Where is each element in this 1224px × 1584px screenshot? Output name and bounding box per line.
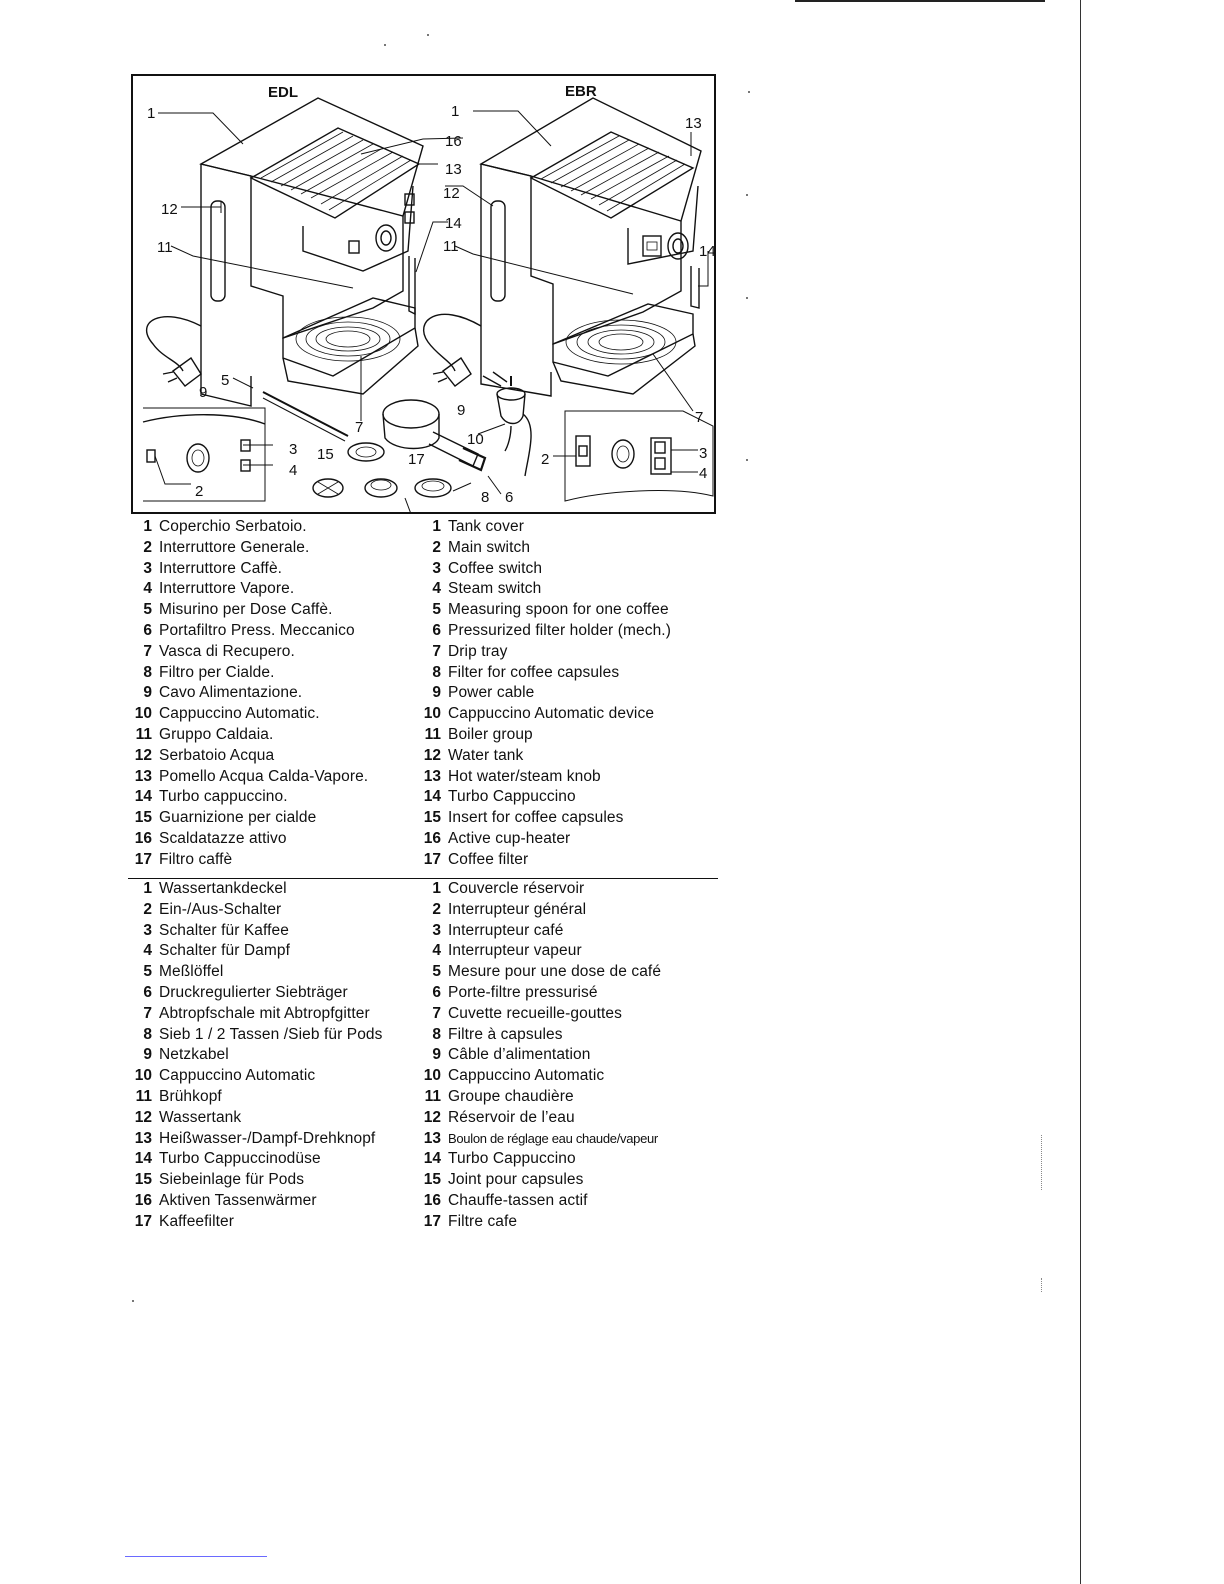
item-label: Druckregulierter Siebträger xyxy=(159,983,348,1001)
scan-speck xyxy=(746,297,748,299)
item-label: Netzkabel xyxy=(159,1046,229,1064)
callout-leaders xyxy=(155,111,708,514)
item-label: Filtre à capsules xyxy=(448,1025,563,1043)
legend-item xyxy=(128,879,420,900)
legend-item xyxy=(128,1004,420,1025)
legend-item xyxy=(417,1191,737,1212)
item-label: Filtro caffè xyxy=(159,850,233,868)
item-label: Portafiltro Press. Meccanico xyxy=(159,621,355,639)
legend-item xyxy=(128,559,420,580)
item-number: 6 xyxy=(143,621,152,639)
item-number: 7 xyxy=(143,642,152,660)
item-number: 9 xyxy=(143,1046,152,1064)
item-number: 2 xyxy=(432,900,441,918)
callout-ebr-12: 12 xyxy=(443,185,460,202)
legend-item xyxy=(417,900,737,921)
item-label: Câble d’alimentation xyxy=(448,1046,591,1064)
callout-6: 6 xyxy=(505,489,514,506)
legend-item xyxy=(417,1108,737,1129)
item-number: 2 xyxy=(143,900,152,918)
legend-item xyxy=(417,1087,737,1108)
legend-item xyxy=(417,1004,737,1025)
legend-item xyxy=(128,767,420,788)
item-label: Mesure pour une dose de café xyxy=(448,963,662,981)
item-number: 4 xyxy=(143,580,152,598)
legend-item xyxy=(128,829,420,850)
ebr-machine xyxy=(424,98,701,396)
item-label: Steam switch xyxy=(448,580,542,598)
item-label: Kaffeefilter xyxy=(159,1212,235,1230)
item-number: 13 xyxy=(134,767,152,785)
machine-illustration xyxy=(133,76,716,514)
item-number: 11 xyxy=(424,725,441,743)
legend-german xyxy=(128,879,420,1233)
legend-item xyxy=(417,1066,737,1087)
legend-item xyxy=(128,1045,420,1066)
item-label: Siebeinlage für Pods xyxy=(159,1171,305,1189)
legend-item xyxy=(128,1066,420,1087)
item-number: 4 xyxy=(143,942,152,960)
scan-speck xyxy=(132,1300,134,1302)
item-number: 2 xyxy=(432,538,441,556)
page-margin-line xyxy=(1080,0,1081,1584)
item-label: Water tank xyxy=(448,746,524,764)
item-label: Drip tray xyxy=(448,642,508,660)
item-label: Chauffe-tassen actif xyxy=(448,1191,588,1209)
item-number: 3 xyxy=(143,921,152,939)
item-label: Cavo Alimentazione. xyxy=(159,684,303,702)
item-number: 7 xyxy=(432,1004,441,1022)
edl-machine xyxy=(147,98,423,406)
legend-item xyxy=(128,962,420,983)
item-number: 8 xyxy=(143,1025,152,1043)
item-label: Wassertankdeckel xyxy=(159,880,287,897)
legend-item xyxy=(128,704,420,725)
item-number: 14 xyxy=(134,788,152,806)
scan-speck xyxy=(748,91,750,93)
item-label: Pomello Acqua Calda-Vapore. xyxy=(159,767,369,785)
item-label: Scaldatazze attivo xyxy=(159,829,287,847)
item-label: Ein-/Aus-Schalter xyxy=(159,900,282,918)
legend-item xyxy=(417,559,737,580)
item-label: Brühkopf xyxy=(159,1087,222,1105)
callout-edl-14: 14 xyxy=(445,215,462,232)
item-number: 3 xyxy=(432,559,441,577)
callout-ebr-3: 3 xyxy=(699,445,708,462)
item-label: Power cable xyxy=(448,684,535,702)
item-label: Cappuccino Automatic device xyxy=(448,705,655,723)
item-number: 17 xyxy=(134,850,152,868)
legend-item xyxy=(128,1108,420,1129)
item-label: Active cup-heater xyxy=(448,829,571,847)
item-label: Guarnizione per cialde xyxy=(159,809,317,827)
model-label-ebr: EBR xyxy=(565,83,597,100)
legend-item xyxy=(128,941,420,962)
item-label: Boulon de réglage eau chaude/vapeur xyxy=(448,1130,658,1146)
legend-item xyxy=(128,808,420,829)
item-number: 8 xyxy=(143,663,152,681)
item-label: Turbo Cappuccino xyxy=(448,788,576,806)
legend-item xyxy=(417,1170,737,1191)
item-number: 15 xyxy=(423,1171,441,1189)
item-label: Interrupteur vapeur xyxy=(448,942,582,960)
item-number: 12 xyxy=(134,1108,152,1126)
callout-ebr-4: 4 xyxy=(699,465,708,482)
legend-item xyxy=(128,850,420,871)
item-label: Schalter für Dampf xyxy=(159,942,291,960)
callout-ebr-2: 2 xyxy=(541,451,550,468)
item-number: 5 xyxy=(143,963,152,981)
item-number: 8 xyxy=(432,663,441,681)
legend-item xyxy=(128,538,420,559)
item-number: 11 xyxy=(135,725,152,743)
legend-item xyxy=(417,725,737,746)
legend-item xyxy=(128,1212,420,1233)
legend-item xyxy=(417,983,737,1004)
item-label: Measuring spoon for one coffee xyxy=(448,601,669,619)
legend-item xyxy=(417,850,737,871)
item-label: Abtropfschale mit Abtropfgitter xyxy=(159,1004,370,1022)
item-label: Coffee switch xyxy=(448,559,543,577)
legend-item xyxy=(417,663,737,684)
callout-edl-12: 12 xyxy=(161,201,178,218)
item-number: 12 xyxy=(423,1108,441,1126)
legend-item xyxy=(128,1025,420,1046)
item-label: Filtre cafe xyxy=(448,1212,518,1230)
item-number: 14 xyxy=(423,1150,441,1168)
item-number: 11 xyxy=(135,1087,152,1105)
callout-edl-16: 16 xyxy=(445,133,462,150)
item-number: 3 xyxy=(143,559,152,577)
item-number: 9 xyxy=(143,684,152,702)
item-label: Wassertank xyxy=(159,1108,242,1126)
legend-item xyxy=(128,621,420,642)
item-number: 13 xyxy=(423,767,441,785)
item-number: 1 xyxy=(432,518,441,535)
item-label: Turbo cappuccino. xyxy=(159,788,288,806)
item-number: 14 xyxy=(134,1150,152,1168)
legend-item xyxy=(128,642,420,663)
item-number: 16 xyxy=(134,1191,152,1209)
legend-item xyxy=(417,767,737,788)
legend-item xyxy=(417,1212,737,1233)
legend-french xyxy=(417,879,737,1233)
legend-german-french xyxy=(128,878,718,1230)
scan-speck xyxy=(384,44,386,46)
callout-10: 10 xyxy=(467,431,484,448)
item-number: 6 xyxy=(143,983,152,1001)
scan-speck xyxy=(746,194,748,196)
legend-item xyxy=(417,517,737,538)
legend-item xyxy=(128,1170,420,1191)
callout-edl-17: 17 xyxy=(408,451,425,468)
item-label: Cappuccino Automatic. xyxy=(159,705,320,723)
item-number: 6 xyxy=(432,983,441,1001)
legend-english xyxy=(417,517,737,871)
callout-ebr-7: 7 xyxy=(695,409,704,426)
item-number: 2 xyxy=(143,538,152,556)
legend-item xyxy=(417,683,737,704)
model-label-edl: EDL xyxy=(268,84,298,101)
callout-ebr-1: 1 xyxy=(451,103,460,120)
item-number: 9 xyxy=(432,1046,441,1064)
item-number: 10 xyxy=(423,705,441,723)
item-label: Insert for coffee capsules xyxy=(448,809,624,827)
legend-item xyxy=(417,787,737,808)
legend-item xyxy=(128,1149,420,1170)
item-number: 10 xyxy=(423,1067,441,1085)
item-number: 5 xyxy=(432,601,441,619)
legend-item xyxy=(417,829,737,850)
item-label: Interruttore Caffè. xyxy=(159,559,283,577)
item-number: 10 xyxy=(134,1067,152,1085)
item-label: Tank cover xyxy=(448,518,524,535)
legend-item xyxy=(128,746,420,767)
item-label: Filter for coffee capsules xyxy=(448,663,620,681)
callout-edl-11: 11 xyxy=(157,239,173,256)
item-number: 5 xyxy=(432,963,441,981)
legend-item xyxy=(417,941,737,962)
page-rule-bottom xyxy=(125,1556,267,1557)
item-number: 16 xyxy=(423,829,441,847)
legend-item xyxy=(417,538,737,559)
legend-item xyxy=(417,1149,737,1170)
item-label: Aktiven Tassenwärmer xyxy=(159,1191,317,1209)
legend-italian xyxy=(128,517,420,871)
legend-item xyxy=(417,746,737,767)
item-number: 13 xyxy=(134,1129,152,1147)
item-label: Interruttore Vapore. xyxy=(159,580,295,598)
item-label: Cuvette recueille-gouttes xyxy=(448,1004,622,1022)
item-number: 9 xyxy=(432,684,441,702)
callout-edl-4: 4 xyxy=(289,462,298,479)
item-label: Serbatoio Acqua xyxy=(159,746,275,764)
item-number: 14 xyxy=(423,788,441,806)
item-label: Boiler group xyxy=(448,725,533,743)
callout-edl-15: 15 xyxy=(317,446,334,463)
page-rule-top xyxy=(795,0,1045,2)
legend-item xyxy=(128,517,420,538)
legend-item xyxy=(417,962,737,983)
scan-speck xyxy=(427,34,429,36)
legend-item xyxy=(417,621,737,642)
item-number: 17 xyxy=(134,1212,152,1230)
item-number: 13 xyxy=(423,1129,441,1147)
legend-item xyxy=(417,808,737,829)
item-number: 1 xyxy=(143,518,152,535)
item-label: Main switch xyxy=(448,538,531,556)
item-label: Porte-filtre pressurisé xyxy=(448,983,598,1001)
item-number: 15 xyxy=(423,809,441,827)
legend-item xyxy=(128,600,420,621)
parts-diagram xyxy=(131,74,716,514)
legend-item xyxy=(417,879,737,900)
item-number: 8 xyxy=(432,1025,441,1043)
callout-edl-2: 2 xyxy=(195,483,204,500)
item-number: 15 xyxy=(134,809,152,827)
item-label: Réservoir de l’eau xyxy=(448,1108,575,1126)
callout-ebr-13: 13 xyxy=(685,115,702,132)
legend-item xyxy=(128,921,420,942)
legend-item xyxy=(128,725,420,746)
legend-item xyxy=(128,663,420,684)
item-number: 4 xyxy=(432,580,441,598)
callout-edl-5: 5 xyxy=(221,372,230,389)
callout-edl-7: 7 xyxy=(355,419,364,436)
item-label: Joint pour capsules xyxy=(448,1171,584,1189)
item-number: 7 xyxy=(432,642,441,660)
item-number: 1 xyxy=(143,880,152,897)
item-number: 6 xyxy=(432,621,441,639)
legend-item xyxy=(417,1129,737,1150)
legend-item xyxy=(128,683,420,704)
item-label: Meßlöffel xyxy=(159,963,224,981)
item-label: Coffee filter xyxy=(448,850,529,868)
item-number: 10 xyxy=(134,705,152,723)
item-number: 3 xyxy=(432,921,441,939)
item-label: Sieb 1 / 2 Tassen /Sieb für Pods xyxy=(159,1025,383,1043)
item-number: 1 xyxy=(432,880,441,897)
item-number: 15 xyxy=(134,1171,152,1189)
item-number: 4 xyxy=(432,942,441,960)
callout-edl-13: 13 xyxy=(445,161,462,178)
legend-item xyxy=(128,1191,420,1212)
legend-item xyxy=(417,579,737,600)
legend-item xyxy=(128,900,420,921)
margin-ticks xyxy=(1041,1135,1043,1190)
item-number: 17 xyxy=(423,850,441,868)
item-label: Interrupteur café xyxy=(448,921,564,939)
legend-item xyxy=(417,600,737,621)
legend-item xyxy=(128,1087,420,1108)
item-label: Heißwasser-/Dampf-Drehknopf xyxy=(159,1129,376,1147)
item-number: 16 xyxy=(134,829,152,847)
callout-8: 8 xyxy=(481,489,490,506)
item-label: Hot water/steam knob xyxy=(448,767,601,785)
legend-item xyxy=(128,787,420,808)
cappuccino-automatic-device xyxy=(483,372,531,476)
legend-item xyxy=(128,1129,420,1150)
item-label: Gruppo Caldaia. xyxy=(159,725,274,743)
callout-ebr-9: 9 xyxy=(457,402,466,419)
item-number: 5 xyxy=(143,601,152,619)
item-label: Vasca di Recupero. xyxy=(159,642,295,660)
legend-item xyxy=(417,921,737,942)
item-label: Cappuccino Automatic xyxy=(159,1067,316,1085)
item-label: Schalter für Kaffee xyxy=(159,921,289,939)
margin-ticks xyxy=(1041,1278,1043,1292)
item-label: Turbo Cappuccinodüse xyxy=(159,1150,321,1168)
item-label: Cappuccino Automatic xyxy=(448,1067,605,1085)
legend-item xyxy=(128,579,420,600)
item-number: 12 xyxy=(134,746,152,764)
item-label: Groupe chaudière xyxy=(448,1087,574,1105)
callout-edl-1: 1 xyxy=(147,105,156,122)
callout-ebr-11: 11 xyxy=(443,238,459,255)
item-label: Interruttore Generale. xyxy=(159,538,310,556)
callout-ebr-14: 14 xyxy=(699,243,716,260)
item-number: 16 xyxy=(423,1191,441,1209)
item-label: Turbo Cappuccino xyxy=(448,1150,576,1168)
legend-item xyxy=(417,704,737,725)
legend-item xyxy=(417,1025,737,1046)
item-number: 17 xyxy=(423,1212,441,1230)
legend-item xyxy=(128,983,420,1004)
item-label: Filtro per Cialde. xyxy=(159,663,275,681)
callout-edl-3: 3 xyxy=(289,441,298,458)
item-label: Pressurized filter holder (mech.) xyxy=(448,621,671,639)
item-label: Coperchio Serbatoio. xyxy=(159,518,307,535)
scan-speck xyxy=(746,459,748,461)
callout-edl-9: 9 xyxy=(199,384,208,401)
item-number: 12 xyxy=(423,746,441,764)
legend-item xyxy=(417,1045,737,1066)
legend-item xyxy=(417,642,737,663)
item-number: 11 xyxy=(424,1087,441,1105)
item-label: Misurino per Dose Caffè. xyxy=(159,601,333,619)
item-number: 7 xyxy=(143,1004,152,1022)
ebr-panel-inset xyxy=(565,411,713,501)
item-label: Interrupteur général xyxy=(448,900,587,918)
item-label: Couvercle réservoir xyxy=(448,880,585,897)
